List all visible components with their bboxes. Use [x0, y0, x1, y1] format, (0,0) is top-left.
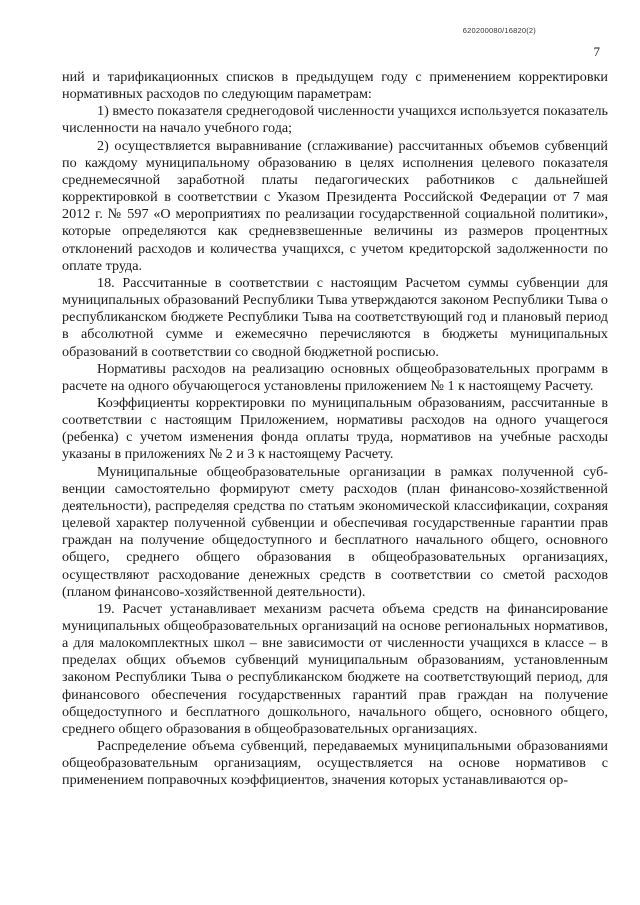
paragraph-section-18: 18. Рассчитанные в соответствии с настоящим Расчетом суммы субвенции для муниципальных образований Республики Тыва утверждаются законом Республики Тыва о республиканском бюджете Республики Тыва на соответствующий год и плановый период в абсолютной сумме и ежемесячно перечисляются в бюджеты муниципальных образований в соответствии со сводной бюджетной росписью.: [62, 274, 608, 360]
paragraph-item-1: 1) вместо показателя среднегодовой численности учащихся используется показатель численности на начало учебного года;: [62, 103, 608, 137]
paragraph-coefficients: Коэффициенты корректировки по муниципальным образованиям, рассчитанные в соответствии с настоящим Приложением, нормативы расходов на одного учащегося (ребенка) с учетом изменения фонда оплаты труда, нормативов на учебные расходы указаны в приложениях № 2 и 3 к настоящему Расчету.: [62, 394, 608, 463]
paragraph-norms: Нормативы расходов на реализацию основных общеобразовательных программ в расчете на одного обучающегося установлены приложением № 1 к настоящему Расчету.: [62, 360, 608, 394]
document-code: 620200080/16820(2): [462, 26, 536, 35]
document-body: [62, 69, 608, 790]
paragraph-municipal-organizations: Муниципальные общеобразовательные организации в рамках полученной субвенции самостоятельно формируют смету расходов (план финансово-хозяйственной деятельности), распределяя средства по статьям экономической классификации, сохраняя целевой характер полученной субвенции и обеспечивая государственные гарантии прав граждан на получение общедоступного и бесплатного начального общего, основного общего, среднего общего образования в общеобразовательных организациях, осуществляют расходование денежных средств в соответствии со сметой расходов (планом финансово-хозяйственной деятельности).: [62, 463, 608, 600]
paragraph-section-19: 19. Расчет устанавливает механизм расчета объема средств на финансирование муниципальных общеобразовательных организаций на основе региональных нормативов, а для малокомплектных школ – вне зависимости от численности учащихся в классе – в пределах общих объемов субвенций муниципальным образованиям, установленным законом Республики Тыва о республиканском бюджете на соответствующий период, для финансового обеспечения государственных гарантий прав граждан на получение общедоступного и бесплатного дошкольного, начального общего, основного общего, среднего общего образования в общеобразовательных организациях.: [62, 600, 608, 737]
paragraph-item-2: 2) осуществляется выравнивание (сглаживание) рассчитанных объемов субвенций по каждому муниципальному образованию в целях исполнения целевого показателя среднемесячной заработной платы педагогических работников с дальнейшей корректировкой в соответствии с Указом Президента Российской Федерации от 7 мая 2012 г. № 597 «О мероприятиях по реализации государственной социальной политики», которые определяются как средневзвешенные величины из размеров процентных отклонений расходов и количества учащихся, с учетом кредиторской задолженности по оплате труда.: [62, 137, 608, 274]
page-number: 7: [593, 44, 600, 59]
paragraph-distribution: Распределение объема субвенций, передаваемых муниципальными образованиями общеобразовательным организациям, осуществляется на основе нормативов с применением поправочных коэффициентов, значения которых устанавливаются ор-: [62, 738, 608, 789]
paragraph-continuation: ний и тарификационных списков в предыдущем году с применением корректировки нормативных расходов по следующим параметрам:: [62, 69, 608, 103]
